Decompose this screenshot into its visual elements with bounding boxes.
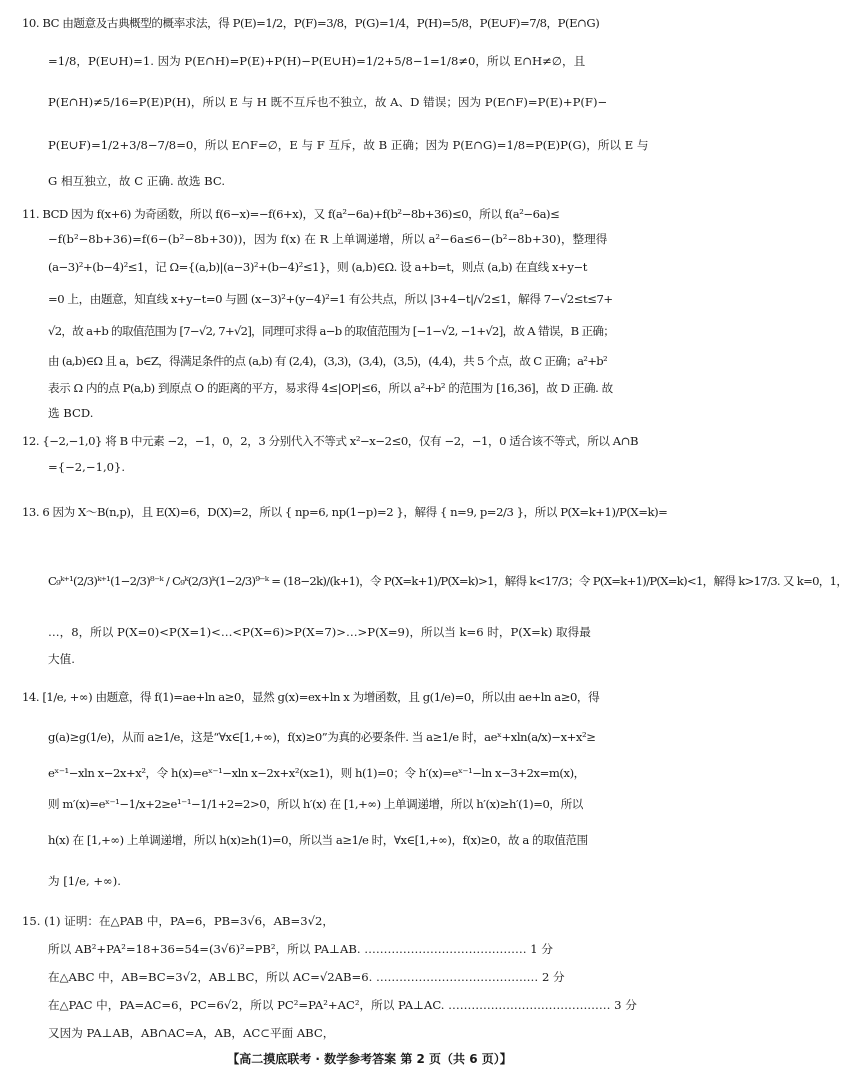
text-line: =1/8，P(E∪H)=1. 因为 P(E∩H)=P(E)+P(H)−P(E∪H)=1/2+5/8−1=1/8≠0，所以 E∩H≠∅，且 — [48, 54, 586, 68]
text-line: 12. {−2,−1,0} 将 B 中元素 −2，−1，0，2，3 分别代入不等式 x²−x−2≤0，仅有 −2，−1，0 适合该不等式，所以 A∩B — [22, 434, 639, 448]
page-footer: 【高二摸底联考 · 数学参考答案 第 2 页（共 6 页）】 — [227, 1052, 512, 1066]
text-line: 13. 6 因为 X～B(n,p)，且 E(X)=6，D(X)=2，所以 { np=6, np(1−p)=2 }，解得 { n=9, p=2/3 }，所以 P(X=k+1)/P(X=k)= — [22, 505, 668, 519]
text-line: 又因为 PA⊥AB，AB∩AC=A，AB，AC⊂平面 ABC， — [48, 1026, 335, 1040]
text-line: (a−3)²+(b−4)²≤1，记 Ω={(a,b)|(a−3)²+(b−4)²≤1}，则 (a,b)∈Ω. 设 a+b=t，则点 (a,b) 在直线 x+y−t — [48, 260, 587, 274]
text-line: g(a)≥g(1/e)，从而 a≥1/e，这是“∀x∈[1,+∞)，f(x)≥0”为真的必要条件. 当 a≥1/e 时，aeˣ+xln(a/x)−x+x²≥ — [48, 730, 596, 744]
text-line: 选 BCD. — [48, 406, 94, 420]
text-line: G 相互独立，故 C 正确. 故选 BC. — [48, 174, 226, 188]
text-line: ={−2,−1,0}. — [48, 460, 126, 474]
text-line: 由 (a,b)∈Ω 且 a，b∈Z，得满足条件的点 (a,b) 有 (2,4)，(3,3)，(3,4)，(3,5)，(4,4)，共 5 个点，故 C 正确；a²+b² — [48, 354, 607, 368]
text-line: P(E∩H)≠5/16=P(E)P(H)，所以 E 与 H 既不互斥也不独立，故 A、D 错误；因为 P(E∩F)=P(E)+P(F)− — [48, 95, 608, 109]
text-line: 为 [1/e, +∞). — [48, 874, 121, 888]
text-line: 在△ABC 中，AB=BC=3√2，AB⊥BC，所以 AC=√2AB=6. …………………………………… 2 分 — [48, 970, 565, 984]
text-line: 15. (1) 证明：在△PAB 中，PA=6，PB=3√6，AB=3√2， — [22, 914, 334, 928]
text-line: √2，故 a+b 的取值范围为 [7−√2, 7+√2]，同理可求得 a−b 的取值范围为 [−1−√2, −1+√2]，故 A 错误，B 正确； — [48, 324, 615, 338]
text-line: 表示 Ω 内的点 P(a,b) 到原点 O 的距离的平方，易求得 4≤|OP|≤6，所以 a²+b² 的范围为 [16,36]，故 D 正确. 故 — [48, 381, 613, 395]
text-line: C₉ᵏ⁺¹(2/3)ᵏ⁺¹(1−2/3)⁸⁻ᵏ / C₉ᵏ(2/3)ᵏ(1−2/3)⁹⁻ᵏ = (18−2k)/(k+1)，令 P(X=k+1)/P(X=k)>1，解得 k<17/3；令 P(X=k+1)/P(X=k)<1，解得 k>17/3. 又 k=0，1， — [48, 574, 847, 588]
text-line: eˣ⁻¹−xln x−2x+x²，令 h(x)=eˣ⁻¹−xln x−2x+x²(x≥1)，则 h(1)=0；令 h′(x)=eˣ⁻¹−ln x−3+2x=m(x)， — [48, 766, 585, 780]
text-line: h(x) 在 [1,+∞) 上单调递增，所以 h(x)≥h(1)=0，所以当 a≥1/e 时，∀x∈[1,+∞)，f(x)≥0，故 a 的取值范围 — [48, 833, 588, 847]
text-line: 所以 AB²+PA²=18+36=54=(3√6)²=PB²，所以 PA⊥AB. …………………………………… 1 分 — [48, 942, 553, 956]
text-line: 14. [1/e, +∞) 由题意，得 f(1)=ae+ln a≥0，显然 g(x)=ex+ln x 为增函数，且 g(1/e)=0，所以由 ae+ln a≥0，得 — [22, 690, 600, 704]
text-line: 10. BC 由题意及古典概型的概率求法，得 P(E)=1/2，P(F)=3/8，P(G)=1/4，P(H)=5/8，P(E∪F)=7/8，P(E∩G) — [22, 16, 600, 30]
text-line: 11. BCD 因为 f(x+6) 为奇函数，所以 f(6−x)=−f(6+x)，又 f(a²−6a)+f(b²−8b+36)≤0，所以 f(a²−6a)≤ — [22, 207, 560, 221]
text-line: P(E∪F)=1/2+3/8−7/8=0，所以 E∩F=∅，E 与 F 互斥，故 B 正确；因为 P(E∩G)=1/8=P(E)P(G)，所以 E 与 — [48, 138, 649, 152]
text-line: 在△PAC 中，PA=AC=6，PC=6√2，所以 PC²=PA²+AC²，所以 PA⊥AC. …………………………………… 3 分 — [48, 998, 637, 1012]
text-line: −f(b²−8b+36)=f(6−(b²−8b+30))，因为 f(x) 在 R 上单调递增，所以 a²−6a≤6−(b²−8b+30)，整理得 — [48, 232, 608, 246]
text-line: …，8，所以 P(X=0)<P(X=1)<…<P(X=6)>P(X=7)>…>P(X=9)，所以当 k=6 时，P(X=k) 取得最 — [48, 625, 591, 639]
text-line: =0 上，由题意，知直线 x+y−t=0 与圆 (x−3)²+(y−4)²=1 有公共点，所以 |3+4−t|/√2≤1，解得 7−√2≤t≤7+ — [48, 292, 613, 306]
text-line: 大值. — [48, 652, 75, 666]
text-line: 则 m′(x)=eˣ⁻¹−1/x+2≥e¹⁻¹−1/1+2=2>0，所以 h′(x) 在 [1,+∞) 上单调递增，所以 h′(x)≥h′(1)=0，所以 — [48, 797, 583, 811]
